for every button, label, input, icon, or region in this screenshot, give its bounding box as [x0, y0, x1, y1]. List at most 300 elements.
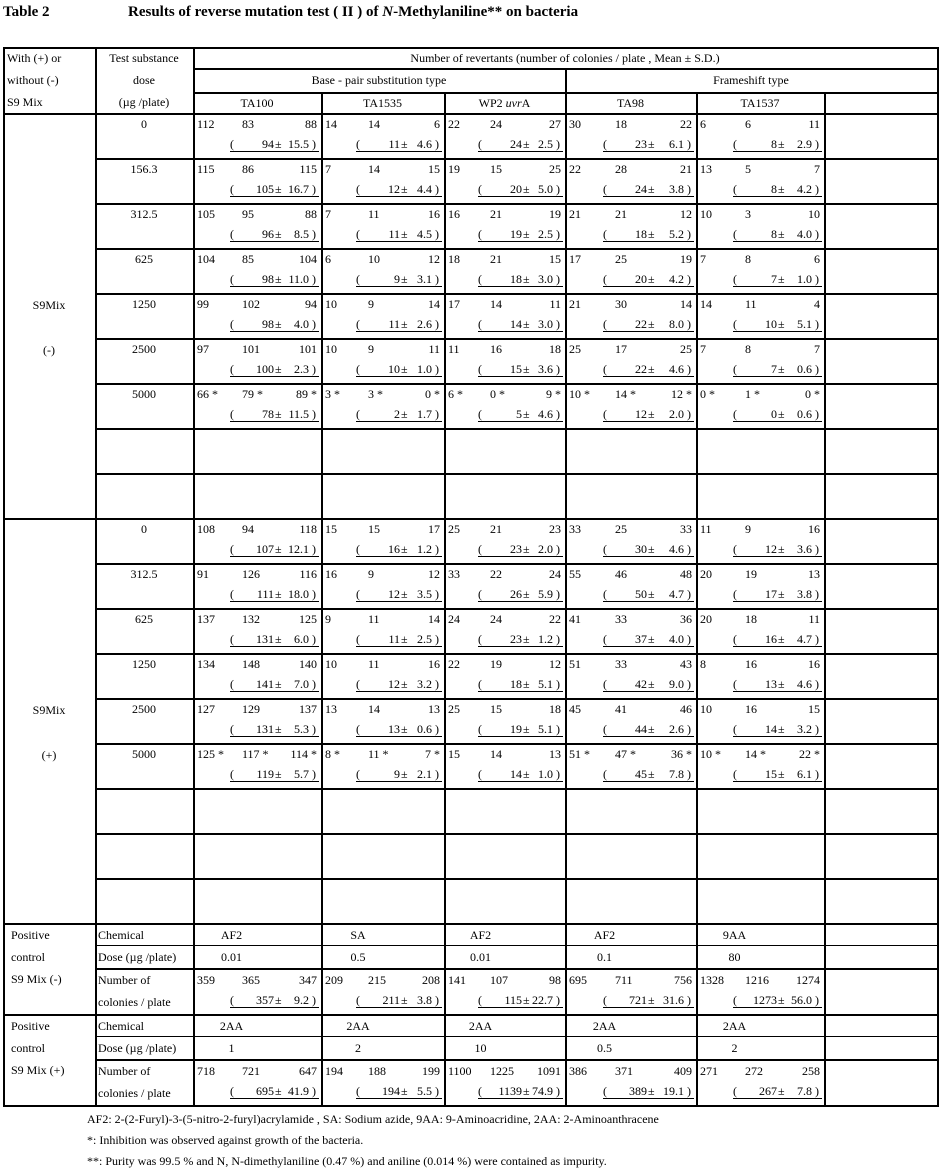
mean-value: 11 [388, 632, 400, 646]
header-test-substance-dose: dose [133, 73, 155, 87]
plate-count: 140 [299, 657, 317, 671]
plate-count: 6 [325, 252, 331, 266]
group-label-s9mix: (-) [43, 343, 55, 357]
chemical-label: Chemical [98, 1019, 144, 1033]
plate-count: 16 [490, 342, 502, 356]
plate-count: 14 [325, 117, 337, 131]
mean-value: 78 [262, 407, 274, 421]
plate-count: 89 * [296, 387, 317, 401]
plate-count: 11 [448, 342, 460, 356]
paren-close: ) [556, 317, 560, 331]
positive-dose: 2 [731, 1041, 738, 1055]
positive-chemical: 2AA [468, 1019, 493, 1033]
mean-underline [230, 151, 319, 152]
dose-value: 5000 [132, 387, 156, 401]
dose-label: Dose (µg /plate) [98, 950, 177, 964]
grid-line-h [321, 945, 446, 946]
paren-close: ) [556, 182, 560, 196]
plate-count: 11 [808, 117, 820, 131]
plate-count: 0 * [425, 387, 440, 401]
plus-minus: ± [523, 182, 530, 196]
sd-value: 11.0 [288, 272, 309, 286]
mean-underline [733, 1098, 822, 1099]
plate-count: 10 [808, 207, 820, 221]
strain-suffix: A [521, 96, 531, 110]
positive-control-label: Positive [11, 1019, 50, 1033]
mean-value: 10 [388, 362, 400, 376]
mean-underline [230, 781, 319, 782]
plate-count: 11 * [368, 747, 389, 761]
grid-line-v [565, 92, 567, 923]
grid-line-h [696, 945, 826, 946]
sd-value: 4.6 [538, 407, 553, 421]
plus-minus: ± [648, 272, 655, 286]
grid-line-h [95, 338, 939, 340]
paren-close: ) [556, 227, 560, 241]
plus-minus: ± [648, 1084, 655, 1098]
mean-underline [230, 646, 319, 647]
strain-name: WP2 [478, 96, 506, 110]
chemical-label: Chemical [98, 928, 144, 942]
plate-count: 118 [299, 522, 317, 536]
sd-value: 5.2 [669, 227, 684, 241]
sd-value: 3.8 [797, 587, 812, 601]
paren-close: ) [556, 1084, 560, 1098]
plate-count: 45 [569, 702, 581, 716]
paren-close: ) [687, 1084, 691, 1098]
plate-count: 148 [242, 657, 260, 671]
positive-control-label: control [11, 1041, 45, 1055]
mean-value: 0 [771, 407, 777, 421]
mean-underline [733, 151, 822, 152]
mean-value: 111 [256, 587, 274, 601]
mean-value: 8 [771, 137, 777, 151]
grid-line-h [95, 428, 939, 430]
mean-underline [356, 421, 442, 422]
plate-count: 18 [448, 252, 460, 266]
plate-count: 107 [490, 973, 508, 987]
plate-count: 258 [802, 1064, 820, 1078]
plate-count: 132 [242, 612, 260, 626]
plus-minus: ± [523, 993, 530, 1007]
paren-close: ) [687, 137, 691, 151]
plate-count: 104 [197, 252, 215, 266]
paren-close: ) [312, 137, 316, 151]
plus-minus: ± [401, 137, 408, 151]
plate-count: 97 [197, 342, 209, 356]
plate-count: 16 [325, 567, 337, 581]
paren-open: ( [356, 1084, 360, 1098]
plus-minus: ± [275, 227, 282, 241]
plate-count: 66 * [197, 387, 218, 401]
paren-close: ) [815, 407, 819, 421]
mean-value: 105 [256, 182, 274, 196]
plus-minus: ± [648, 362, 655, 376]
mean-value: 98 [262, 317, 274, 331]
paren-open: ( [230, 767, 234, 781]
positive-chemical: SA [350, 928, 366, 942]
plate-count: 359 [197, 973, 215, 987]
plate-count: 16 [808, 522, 820, 536]
plate-count: 21 [490, 252, 502, 266]
mean-underline [478, 1098, 563, 1099]
mean-value: 8 [771, 182, 777, 196]
grid-line-h [444, 945, 567, 946]
paren-close: ) [815, 182, 819, 196]
plate-count: 386 [569, 1064, 587, 1078]
mean-value: 98 [262, 272, 274, 286]
header-frameshift: Frameshift type [713, 73, 789, 87]
grid-line-h [95, 698, 939, 700]
plate-count: 22 [448, 657, 460, 671]
plate-count: 21 [615, 207, 627, 221]
plus-minus: ± [778, 587, 785, 601]
plate-count: 101 [242, 342, 260, 356]
plus-minus: ± [778, 317, 785, 331]
plate-count: 24 [490, 117, 502, 131]
sd-value: 4.4 [417, 182, 432, 196]
plate-count: 22 [490, 567, 502, 581]
plus-minus: ± [778, 632, 785, 646]
plate-count: 13 [428, 702, 440, 716]
mean-underline [478, 196, 563, 197]
sd-value: 7.8 [797, 1084, 812, 1098]
plate-count: 8 * [325, 747, 340, 761]
paren-close: ) [687, 993, 691, 1007]
paren-open: ( [356, 767, 360, 781]
plate-count: 14 [490, 747, 502, 761]
positive-chemical: 2AA [346, 1019, 370, 1033]
mean-value: 357 [256, 993, 274, 1007]
paren-close: ) [556, 993, 560, 1007]
sd-value: 5.1 [538, 677, 553, 691]
plate-count: 15 [368, 522, 380, 536]
plate-count: 6 * [448, 387, 463, 401]
colonies-label: Number of [98, 973, 151, 987]
mean-value: 20 [510, 182, 522, 196]
sd-value: 5.0 [538, 182, 553, 196]
mean-underline [356, 1098, 442, 1099]
paren-open: ( [733, 362, 737, 376]
plate-count: 94 [305, 297, 317, 311]
mean-underline [356, 331, 442, 332]
plate-count: 7 * [425, 747, 440, 761]
mean-underline [733, 196, 822, 197]
mean-underline [733, 781, 822, 782]
dose-value: 2500 [132, 342, 156, 356]
paren-close: ) [435, 677, 439, 691]
plate-count: 13 [808, 567, 820, 581]
mean-value: 11 [388, 227, 400, 241]
paren-open: ( [603, 227, 607, 241]
plate-count: 10 [325, 297, 337, 311]
sd-value: 4.0 [669, 632, 684, 646]
mean-value: 26 [510, 587, 522, 601]
plate-count: 51 * [569, 747, 590, 761]
mean-value: 1273 [753, 993, 777, 1007]
plate-count: 21 [490, 522, 502, 536]
paren-close: ) [815, 542, 819, 556]
sd-value: 4.0 [294, 317, 309, 331]
mean-value: 50 [635, 587, 647, 601]
positive-chemical: 2AA [592, 1019, 617, 1033]
plate-count: 15 [490, 702, 502, 716]
paren-close: ) [435, 227, 439, 241]
sd-value: 5.1 [538, 722, 553, 736]
plate-count: 17 [615, 342, 627, 356]
grid-line-v [3, 47, 5, 1107]
paren-close: ) [556, 587, 560, 601]
sd-value: 18.0 [288, 587, 309, 601]
mean-underline [478, 691, 563, 692]
paren-open: ( [478, 272, 482, 286]
mean-underline [230, 1098, 319, 1099]
paren-open: ( [733, 227, 737, 241]
sd-value: 74.9 [532, 1084, 553, 1098]
plate-count: 14 * [615, 387, 636, 401]
mean-value: 16 [388, 542, 400, 556]
sd-value: 9.2 [294, 993, 309, 1007]
mean-underline [478, 421, 563, 422]
plate-count: 98 [549, 973, 561, 987]
plate-count: 10 [325, 342, 337, 356]
plate-count: 9 [368, 567, 374, 581]
mean-underline [603, 151, 694, 152]
sd-value: 2.6 [417, 317, 432, 331]
paren-close: ) [312, 722, 316, 736]
plate-count: 25 [569, 342, 581, 356]
plate-count: 208 [422, 973, 440, 987]
footnote: *: Inhibition was observed against growth of the bacteria. [87, 1133, 364, 1147]
footnote: **: Purity was 99.5 % and N, N-dimethylaniline (0.47 %) and aniline (0.014 %) were contained as impurity. [87, 1154, 607, 1168]
sd-value: 1.0 [797, 272, 812, 286]
paren-close: ) [312, 182, 316, 196]
mean-value: 19 [510, 722, 522, 736]
paren-close: ) [312, 272, 316, 286]
plus-minus: ± [523, 362, 530, 376]
paren-open: ( [478, 587, 482, 601]
paren-close: ) [435, 317, 439, 331]
plate-count: 15 [490, 162, 502, 176]
grid-line-h [95, 563, 939, 565]
sd-value: 8.0 [669, 317, 684, 331]
plate-count: 129 [242, 702, 260, 716]
caption-text: Results of reverse mutation test ( II ) of [128, 4, 383, 20]
paren-open: ( [478, 542, 482, 556]
plate-count: 137 [299, 702, 317, 716]
plate-count: 27 [549, 117, 561, 131]
paren-close: ) [556, 677, 560, 691]
paren-open: ( [603, 993, 607, 1007]
mean-underline [733, 286, 822, 287]
grid-line-h [3, 113, 939, 115]
positive-dose: 80 [728, 950, 741, 964]
grid-line-h [95, 608, 939, 610]
mean-value: 194 [382, 1084, 400, 1098]
mean-value: 2 [394, 407, 400, 421]
plate-count: 15 [448, 747, 460, 761]
paren-close: ) [556, 542, 560, 556]
plus-minus: ± [648, 722, 655, 736]
mean-value: 13 [388, 722, 400, 736]
mean-value: 12 [388, 182, 400, 196]
dose-value: 0 [141, 522, 147, 536]
positive-chemical: AF2 [220, 928, 243, 942]
grid-line-h [3, 47, 939, 49]
sd-value: 16.7 [288, 182, 309, 196]
plus-minus: ± [778, 1084, 785, 1098]
plate-count: 7 [814, 162, 820, 176]
mean-value: 15 [510, 362, 522, 376]
plus-minus: ± [778, 362, 785, 376]
table-number: Table 2 [3, 4, 50, 20]
mean-value: 24 [635, 182, 647, 196]
grid-line-h [95, 945, 195, 946]
plate-count: 8 [700, 657, 706, 671]
mean-value: 11 [388, 137, 400, 151]
paren-close: ) [435, 587, 439, 601]
plate-count: 11 [745, 297, 757, 311]
grid-line-h [3, 923, 939, 925]
plate-count: 12 [428, 252, 440, 266]
mean-value: 18 [510, 272, 522, 286]
paren-close: ) [687, 767, 691, 781]
mean-underline [356, 376, 442, 377]
sd-value: 2.9 [797, 137, 812, 151]
plus-minus: ± [648, 993, 655, 1007]
grid-line-v [444, 923, 446, 1014]
sd-value: 11.5 [288, 407, 309, 421]
dose-value: 625 [135, 252, 153, 266]
plate-count: 718 [197, 1064, 215, 1078]
plate-count: 6 [814, 252, 820, 266]
paren-close: ) [687, 182, 691, 196]
paren-close: ) [687, 542, 691, 556]
plate-count: 48 [680, 567, 692, 581]
plate-count: 7 [700, 252, 706, 266]
mean-underline [478, 1007, 563, 1008]
plate-count: 3 * [368, 387, 383, 401]
mean-value: 9 [394, 767, 400, 781]
mean-underline [230, 736, 319, 737]
sd-value: 2.5 [538, 137, 553, 151]
plate-count: 117 * [242, 747, 269, 761]
mean-value: 10 [765, 317, 777, 331]
plus-minus: ± [523, 137, 530, 151]
mean-value: 8 [771, 227, 777, 241]
mean-underline [478, 151, 563, 152]
paren-open: ( [230, 632, 234, 646]
sd-value: 5.3 [294, 722, 309, 736]
mean-value: 11 [388, 317, 400, 331]
grid-line-h [95, 1059, 939, 1061]
plate-count: 19 [490, 657, 502, 671]
plate-count: 12 [428, 567, 440, 581]
sd-value: 19.1 [663, 1084, 684, 1098]
plate-count: 28 [615, 162, 627, 176]
plus-minus: ± [778, 272, 785, 286]
plate-count: 1216 [745, 973, 769, 987]
paren-open: ( [733, 677, 737, 691]
plate-count: 0 * [700, 387, 715, 401]
plate-count: 18 [615, 117, 627, 131]
positive-dose: 0.01 [470, 950, 491, 964]
mean-value: 100 [256, 362, 274, 376]
grid-line-h [95, 248, 939, 250]
plate-count: 85 [242, 252, 254, 266]
sd-value: 7.8 [669, 767, 684, 781]
header-with-without-s9: S9 Mix [7, 95, 43, 109]
plate-count: 647 [299, 1064, 317, 1078]
positive-chemical: 2AA [219, 1019, 244, 1033]
mean-underline [478, 556, 563, 557]
paren-close: ) [687, 407, 691, 421]
grid-line-h [696, 1036, 826, 1037]
mean-underline [356, 781, 442, 782]
plate-count: 13 [700, 162, 712, 176]
mean-underline [356, 601, 442, 602]
mean-underline [356, 691, 442, 692]
plate-count: 13 [549, 747, 561, 761]
plate-count: 14 [368, 702, 380, 716]
sd-value: 5.1 [797, 317, 812, 331]
mean-value: 30 [635, 542, 647, 556]
plus-minus: ± [275, 272, 282, 286]
plate-count: 95 [242, 207, 254, 221]
plate-count: 9 [745, 522, 751, 536]
grid-line-h [565, 1036, 698, 1037]
paren-open: ( [603, 362, 607, 376]
table-caption [128, 4, 578, 21]
mean-value: 23 [510, 542, 522, 556]
sd-value: 4.2 [669, 272, 684, 286]
plate-count: 17 [428, 522, 440, 536]
plate-count: 16 [448, 207, 460, 221]
grid-line-h [824, 945, 939, 946]
plate-count: 12 [680, 207, 692, 221]
paren-open: ( [733, 407, 737, 421]
sd-value: 12.1 [288, 542, 309, 556]
paren-close: ) [687, 362, 691, 376]
plate-count: 271 [700, 1064, 718, 1078]
plus-minus: ± [401, 227, 408, 241]
mean-underline [733, 421, 822, 422]
plate-count: 25 [680, 342, 692, 356]
plate-count: 115 [299, 162, 317, 176]
paren-open: ( [733, 182, 737, 196]
sd-value: 2.0 [538, 542, 553, 556]
positive-dose: 0.01 [221, 950, 242, 964]
plus-minus: ± [401, 182, 408, 196]
mean-value: 22 [635, 362, 647, 376]
paren-open: ( [603, 632, 607, 646]
group-label-s9mix: (+) [41, 748, 57, 762]
mean-value: 695 [256, 1084, 274, 1098]
mean-underline [733, 376, 822, 377]
mean-underline [603, 376, 694, 377]
plate-count: 114 * [290, 747, 317, 761]
group-label-s9mix: S9Mix [32, 703, 66, 717]
plate-count: 9 [368, 297, 374, 311]
caption-italic: N [382, 4, 394, 20]
plate-count: 23 [549, 522, 561, 536]
grid-line-v [95, 47, 97, 1107]
plate-count: 116 [299, 567, 317, 581]
mean-value: 14 [765, 722, 777, 736]
plate-count: 199 [422, 1064, 440, 1078]
mean-value: 19 [510, 227, 522, 241]
mean-underline [733, 1007, 822, 1008]
